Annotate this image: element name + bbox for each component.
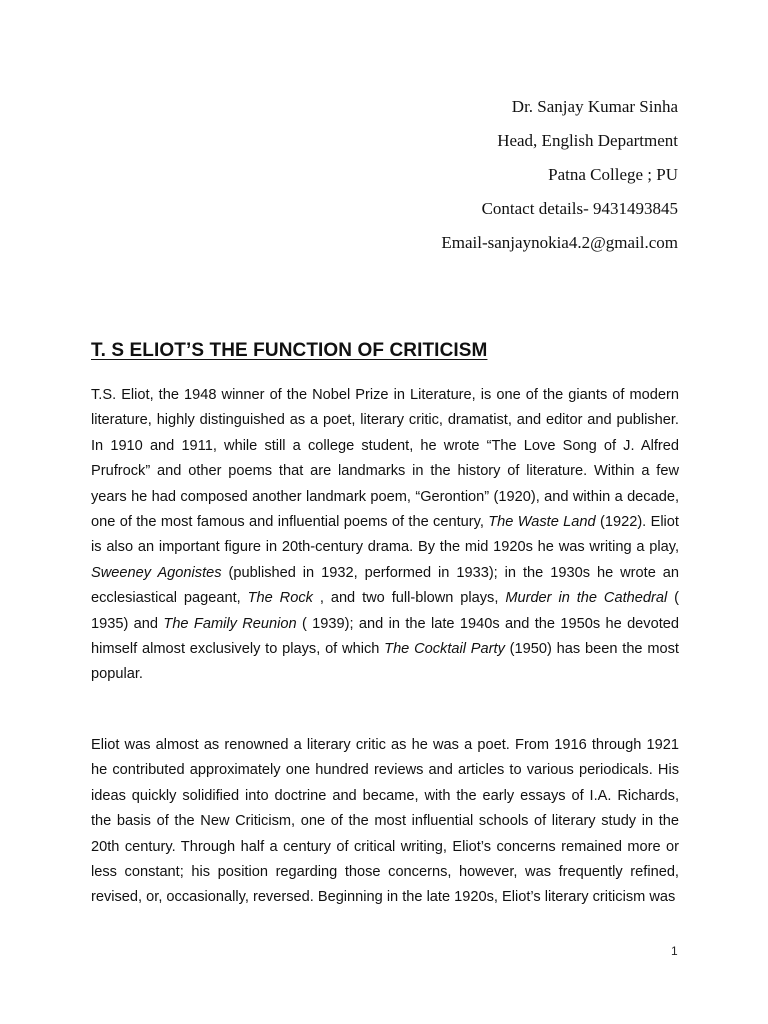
p1-text-segment: (1922). Eliot is also an important figure in 20th-century drama. By the mid 1920s he was writing a play, <box>91 514 679 556</box>
author-institution: Patna College ; PU <box>548 165 678 184</box>
author-email: Email-sanjaynokia4.2@gmail.com <box>441 233 678 252</box>
p1-text-segment: , and two full-blown plays, <box>312 590 506 607</box>
paragraph-2: Eliot was almost as renowned a literary critic as he was a poet. From 1916 through 1921 he contributed approximately one hundred reviews and articles to various periodicals. His ideas quickly solidified into doctrine and became, with the early essays of I.A. Richards, the basis of the New Criticism, one of the most influential schools of literary study in the 20th century. Through half a century of critical writing, Eliot’s concerns remained more or less constant; his position regarding those concerns, however, was frequently refined, revised, or, occasionally, reversed. Beginning in the late 1920s, Eliot’s literary criticism was <box>91 737 679 906</box>
work-title-sweeney-agonistes: Sweeney Agonistes <box>91 564 222 581</box>
p1-text-segment: (1950) has been the most popular. <box>91 641 679 683</box>
p1-text-segment: ( 1935) and <box>91 590 679 632</box>
work-title-murder-in-the-cathedral: Murder in the Cathedral <box>505 590 668 607</box>
work-title-cocktail-party: The Cocktail Party <box>384 641 505 658</box>
document-title: T. S ELIOT’S THE FUNCTION OF CRITICISM <box>91 340 488 361</box>
author-name: Dr. Sanjay Kumar Sinha <box>511 97 678 116</box>
page-number: 1 <box>671 944 678 958</box>
work-title-waste-land: The Waste Land <box>488 514 596 531</box>
p1-text-segment: T.S. Eliot, the 1948 winner of the Nobel Prize in Literature, is one of the giants of modern literature, highly distinguished as a poet, literary critic, dramatist, and editor and publisher. In 1910 and 1911, while still a college student, he wrote “The Love Song of J. Alfred Prufrock” and other poems that are landmarks in the history of literature. Within a few years he had composed another landmark poem, “Gerontion” (1920), and within a decade, one of the most famous and influential poems of the century, <box>91 387 679 531</box>
paragraph-1 <box>91 383 679 688</box>
work-title-family-reunion: The Family Reunion <box>163 615 297 632</box>
work-title-the-rock: The Rock <box>247 590 313 607</box>
p1-text-segment: ( 1939); and in the late 1940s and the 1950s he devoted himself almost exclusively to plays, of which <box>91 615 680 658</box>
p1-text-segment: (published in 1932, performed in 1933); in the 1930s he wrote an ecclesiastical pageant, <box>91 564 680 607</box>
author-position: Head, English Department <box>497 131 678 150</box>
author-block <box>441 90 678 260</box>
author-contact: Contact details- 9431493845 <box>481 199 678 218</box>
